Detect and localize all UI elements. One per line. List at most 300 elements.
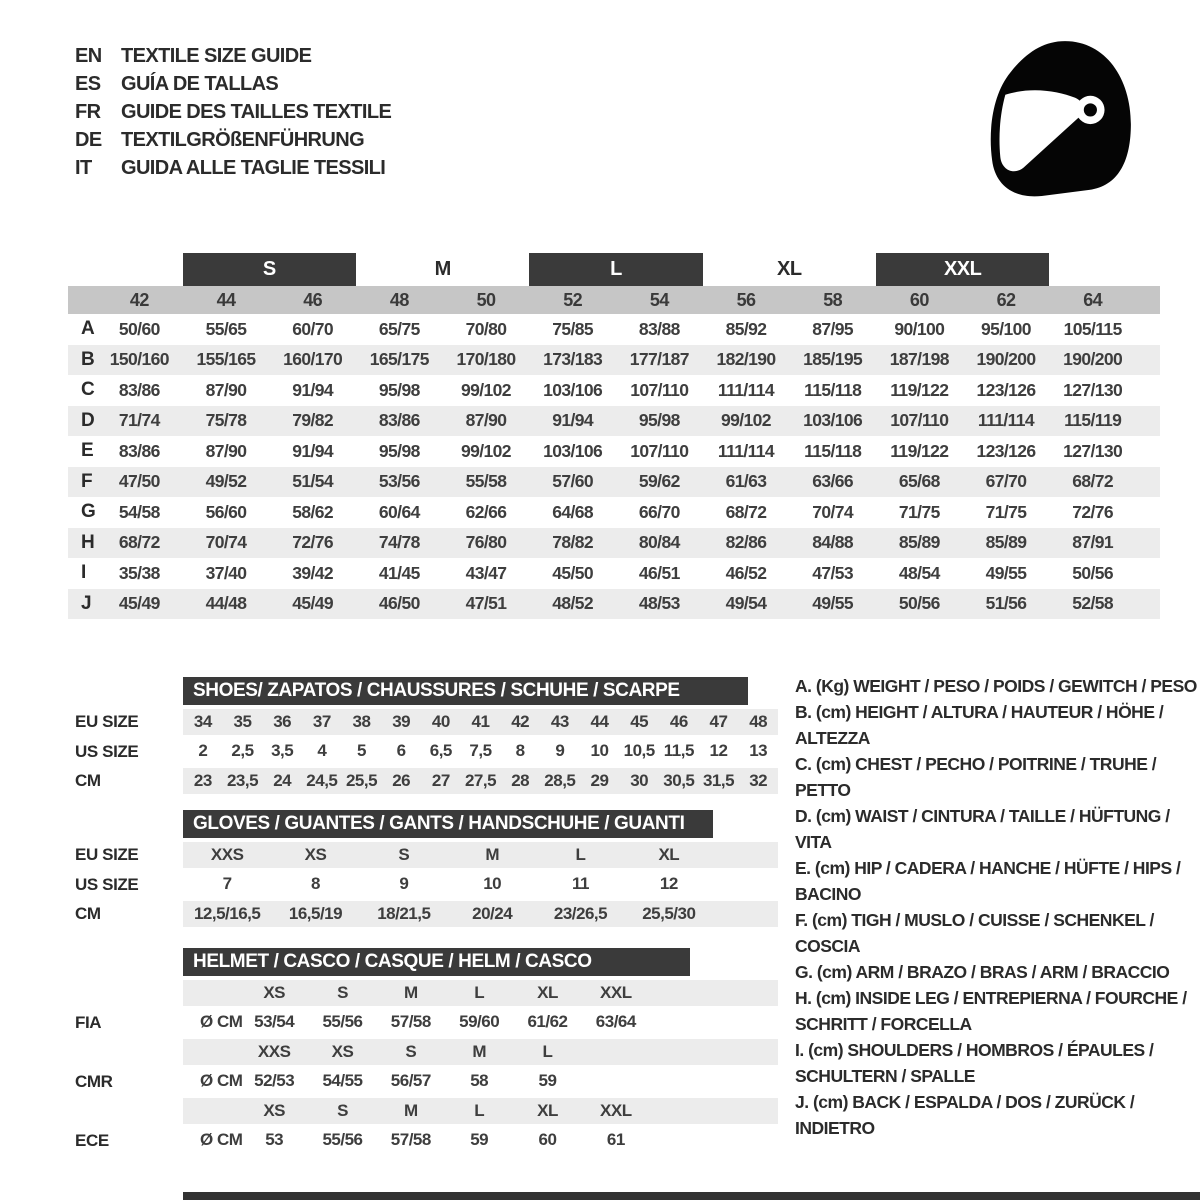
- size-number: 60: [909, 289, 929, 310]
- bottom-bar: [183, 1192, 1200, 1200]
- measurement-cell: 56/60: [205, 501, 247, 522]
- size-cell: 5: [357, 741, 366, 761]
- size-cell: 53/54: [254, 1012, 295, 1032]
- row-letter: B: [81, 348, 95, 370]
- size-cell: 61/62: [527, 1012, 568, 1032]
- measurement-cell: 107/110: [630, 440, 689, 461]
- language-code: IT: [75, 157, 92, 179]
- helmet-header: HELMET / CASCO / CASQUE / HELM / CASCO: [183, 948, 690, 976]
- legend-item: H. (cm) INSIDE LEG / ENTREPIERNA / FOURCHE / SCHRITT / FORCELLA: [795, 988, 1187, 1034]
- measurement-cell: 91/94: [292, 379, 334, 400]
- size-cell: L: [575, 844, 586, 864]
- measurement-cell: 190/200: [976, 349, 1036, 370]
- shoes-header: SHOES/ ZAPATOS / CHAUSSURES / SCHUHE / SCARPE: [183, 677, 748, 705]
- size-cell: 37: [312, 711, 331, 731]
- size-cell: 23/26,5: [553, 903, 608, 923]
- measurement-cell: 150/160: [109, 349, 169, 370]
- measurement-cell: 65/68: [898, 471, 940, 492]
- size-cell: XL: [658, 844, 680, 864]
- size-cell: 39: [392, 711, 411, 731]
- measurement-cell: 111/114: [717, 440, 775, 461]
- legend-item: D. (cm) WAIST / CINTURA / TAILLE / HÜFTUNG / VITA: [795, 806, 1170, 852]
- measurement-cell: 67/70: [985, 471, 1027, 492]
- measurement-cell: 47/50: [118, 471, 160, 492]
- size-cell: XS: [304, 844, 327, 864]
- measurement-cell: 63/66: [812, 471, 854, 492]
- language-code: FR: [75, 101, 101, 123]
- size-cell: 53: [265, 1130, 284, 1150]
- size-group-xxl: XXL: [876, 253, 1049, 286]
- size-cell: XXS: [210, 844, 244, 864]
- measurement-cell: 75/85: [552, 318, 594, 339]
- size-cell: 12,5/16,5: [193, 903, 261, 923]
- size-cell: 36: [273, 711, 292, 731]
- size-cell: 11,5: [663, 741, 694, 761]
- language-code: ES: [75, 73, 101, 95]
- measurement-cell: 155/165: [196, 349, 256, 370]
- language-row: [75, 42, 391, 70]
- legend-item: A. (Kg) WEIGHT / PESO / POIDS / GEWITCH / PESO: [795, 676, 1197, 696]
- size-cell: 27: [431, 770, 450, 790]
- measurement-cell: 165/175: [369, 349, 429, 370]
- size-cell: 10: [590, 741, 609, 761]
- row-letter: C: [81, 379, 95, 401]
- measurement-cell: 85/92: [725, 318, 767, 339]
- size-cell: 27,5: [464, 770, 497, 790]
- table-row: [68, 375, 1160, 406]
- measurement-cell: 60/64: [378, 501, 420, 522]
- measurement-cell: 47/51: [465, 593, 507, 614]
- size-cell: M: [403, 982, 418, 1002]
- measurement-cell: 50/56: [1072, 562, 1114, 583]
- size-cell: 35: [233, 711, 252, 731]
- measurement-cell: 76/80: [465, 532, 507, 553]
- measurement-cell: 39/42: [292, 562, 334, 583]
- measurement-rows: [68, 314, 1160, 619]
- measurement-cell: 45/49: [118, 593, 160, 614]
- diameter-unit-label: Ø CM: [200, 1071, 243, 1091]
- measurement-cell: 119/122: [890, 379, 949, 400]
- size-cell: 12: [709, 741, 728, 761]
- measurement-cell: 43/47: [465, 562, 507, 583]
- measurement-cell: 170/180: [456, 349, 516, 370]
- measurement-cell: 80/84: [638, 532, 680, 553]
- measurement-cell: 49/54: [725, 593, 767, 614]
- size-cell: 30,5: [663, 770, 695, 790]
- measurement-cell: 45/49: [292, 593, 334, 614]
- measurement-cell: 45/50: [552, 562, 594, 583]
- table-row: [68, 406, 1160, 437]
- size-cell: 29: [590, 770, 609, 790]
- language-code: DE: [75, 129, 102, 151]
- size-cell: 4: [317, 741, 327, 761]
- measurement-cell: 50/56: [898, 593, 940, 614]
- size-cell: 59/60: [459, 1012, 500, 1032]
- measurement-cell: 83/86: [378, 410, 420, 431]
- measurement-cell: 55/58: [465, 471, 507, 492]
- size-cell: 16,5/19: [288, 903, 343, 923]
- measurement-cell: 83/86: [118, 379, 160, 400]
- measurement-cell: 103/106: [803, 410, 863, 431]
- measurement-cell: 68/72: [1072, 471, 1114, 492]
- measurement-cell: 62/66: [465, 501, 507, 522]
- measurement-cell: 57/60: [552, 471, 594, 492]
- table-row: [68, 497, 1160, 528]
- table-row: [68, 467, 1160, 498]
- size-cell: 25,5: [345, 770, 378, 790]
- measurement-cell: 107/110: [630, 379, 689, 400]
- language-code: EN: [75, 45, 102, 67]
- measurement-legend: [795, 673, 1199, 1141]
- row-label: ECE: [75, 1130, 109, 1150]
- measurement-cell: 50/60: [118, 318, 160, 339]
- language-title: TEXTILGRÖßENFÜHRUNG: [121, 129, 365, 151]
- measurement-cell: 90/100: [894, 318, 945, 339]
- size-cell: 7: [222, 874, 232, 894]
- size-cell: 59: [470, 1130, 489, 1150]
- measurement-cell: 75/78: [205, 410, 247, 431]
- measurement-cell: 71/74: [118, 410, 160, 431]
- size-group-s: S: [183, 253, 356, 286]
- measurement-cell: 111/114: [717, 379, 775, 400]
- measurement-cell: 107/110: [890, 410, 949, 431]
- measurement-cell: 51/54: [292, 471, 334, 492]
- measurement-cell: 48/54: [898, 562, 940, 583]
- size-cell: 7,5: [469, 741, 492, 761]
- measurement-cell: 53/56: [378, 471, 420, 492]
- legend-item: E. (cm) HIP / CADERA / HANCHE / HÜFTE / HIPS / BACINO: [795, 858, 1181, 904]
- table-row: [68, 345, 1160, 376]
- size-cell: 11: [572, 874, 589, 894]
- measurement-cell: 71/75: [898, 501, 940, 522]
- size-cell: M: [485, 844, 499, 864]
- legend-item: I. (cm) SHOULDERS / HOMBROS / ÉPAULES / SCHULTERN / SPALLE: [795, 1040, 1154, 1086]
- measurement-cell: 60/70: [292, 318, 334, 339]
- size-cell: 60: [538, 1130, 557, 1150]
- language-title: GUÍA DE TALLAS: [121, 73, 279, 95]
- language-title-list: [75, 42, 391, 182]
- measurement-cell: 83/88: [638, 318, 680, 339]
- size-cell: 23,5: [226, 770, 259, 790]
- measurement-cell: 99/102: [461, 379, 511, 400]
- size-cell: L: [474, 982, 485, 1002]
- measurement-cell: 37/40: [205, 562, 247, 583]
- size-cell: 47: [709, 711, 728, 731]
- measurement-cell: 71/75: [985, 501, 1027, 522]
- row-letter: H: [81, 531, 95, 553]
- measurement-cell: 85/89: [898, 532, 940, 553]
- measurement-cell: 182/190: [716, 349, 776, 370]
- size-cell: 38: [352, 711, 371, 731]
- size-cell: 8: [515, 741, 525, 761]
- racing-helmet-icon: [984, 36, 1136, 198]
- size-number: 58: [823, 289, 843, 310]
- measurement-cell: 47/53: [812, 562, 854, 583]
- size-cell: S: [405, 1041, 417, 1061]
- size-cell: 32: [749, 770, 768, 790]
- measurement-cell: 87/90: [205, 440, 247, 461]
- size-cell: 41: [471, 711, 490, 731]
- size-cell: 30: [630, 770, 649, 790]
- measurement-cell: 160/170: [283, 349, 343, 370]
- measurement-cell: 54/58: [118, 501, 160, 522]
- row-letter: F: [81, 470, 93, 492]
- measurement-cell: 115/119: [1064, 410, 1122, 431]
- measurement-cell: 95/98: [378, 379, 420, 400]
- size-cell: 56/57: [390, 1071, 431, 1091]
- row-letter: I: [81, 562, 87, 584]
- table-row: [68, 436, 1160, 467]
- size-cell: M: [403, 1100, 418, 1120]
- size-cell: 6,5: [429, 741, 452, 761]
- size-cell: 10,5: [623, 741, 655, 761]
- language-row: [75, 154, 391, 182]
- measurement-cell: 103/106: [543, 379, 603, 400]
- size-cell: S: [337, 1100, 348, 1120]
- size-group-header: [68, 253, 1160, 286]
- measurement-cell: 65/75: [378, 318, 420, 339]
- measurement-cell: 66/70: [638, 501, 680, 522]
- size-cell: 52/53: [254, 1071, 295, 1091]
- size-cell: S: [398, 844, 410, 864]
- size-group-xl: XL: [777, 258, 802, 280]
- measurement-cell: 105/115: [1063, 318, 1122, 339]
- measurement-cell: 84/88: [812, 532, 854, 553]
- measurement-cell: 87/91: [1072, 532, 1114, 553]
- size-number: 56: [736, 289, 756, 310]
- size-cell: 57/58: [390, 1130, 431, 1150]
- measurement-cell: 68/72: [725, 501, 767, 522]
- size-number: 50: [476, 289, 496, 310]
- table-row: [68, 558, 1160, 589]
- measurement-cell: 99/102: [721, 410, 771, 431]
- size-cell: XXS: [257, 1041, 291, 1061]
- size-number: 46: [303, 289, 323, 310]
- size-cell: 26: [392, 770, 411, 790]
- measurement-cell: 48/53: [638, 593, 680, 614]
- language-title: TEXTILE SIZE GUIDE: [121, 45, 312, 67]
- size-cell: 57/58: [390, 1012, 431, 1032]
- size-cell: 43: [550, 711, 569, 731]
- measurement-cell: 99/102: [461, 440, 511, 461]
- size-cell: 58: [470, 1071, 489, 1091]
- size-cell: XL: [537, 1100, 558, 1120]
- size-cell: 24: [273, 770, 292, 790]
- measurement-cell: 87/95: [812, 318, 854, 339]
- size-cell: 54/55: [322, 1071, 363, 1091]
- measurement-cell: 49/55: [985, 562, 1027, 583]
- diameter-unit-label: Ø CM: [200, 1130, 243, 1150]
- measurement-cell: 119/122: [890, 440, 949, 461]
- size-cell: 44: [590, 711, 609, 731]
- size-cell: 9: [399, 874, 409, 894]
- size-number: 44: [216, 289, 236, 310]
- size-cell: 48: [749, 711, 768, 731]
- measurement-cell: 46/50: [378, 593, 420, 614]
- legend-item: G. (cm) ARM / BRAZO / BRAS / ARM / BRACCIO: [795, 962, 1170, 982]
- measurement-cell: 87/90: [465, 410, 507, 431]
- table-row: [68, 314, 1160, 345]
- measurement-cell: 70/74: [205, 532, 247, 553]
- diameter-unit-label: Ø CM: [200, 1012, 243, 1032]
- row-label: CM: [75, 904, 101, 923]
- legend-item: B. (cm) HEIGHT / ALTURA / HAUTEUR / HÖHE / ALTEZZA: [795, 702, 1164, 748]
- size-cell: 6: [396, 741, 406, 761]
- table-row: [68, 589, 1160, 620]
- measurement-cell: 35/38: [118, 562, 160, 583]
- size-number: 52: [563, 289, 583, 310]
- measurement-cell: 51/56: [985, 593, 1027, 614]
- size-cell: 18/21,5: [377, 903, 431, 923]
- measurement-cell: 49/55: [812, 593, 854, 614]
- row-label: EU SIZE: [75, 845, 139, 864]
- size-cell: 2: [198, 741, 208, 761]
- size-cell: 59: [538, 1071, 557, 1091]
- size-cell: 25,5/30: [642, 903, 696, 923]
- size-cell: 24,5: [306, 770, 338, 790]
- measurement-cell: 44/48: [205, 593, 247, 614]
- size-cell: 9: [555, 741, 565, 761]
- measurement-cell: 115/118: [804, 440, 862, 461]
- measurement-cell: 123/126: [976, 440, 1036, 461]
- row-letter: E: [81, 440, 94, 462]
- measurement-cell: 91/94: [292, 440, 334, 461]
- size-cell: 45: [630, 711, 649, 731]
- size-number: 62: [996, 289, 1016, 310]
- measurement-cell: 72/76: [292, 532, 334, 553]
- size-cell: L: [542, 1041, 553, 1061]
- size-cell: 63/64: [595, 1012, 636, 1032]
- size-cell: XXL: [600, 982, 632, 1002]
- measurement-cell: 82/86: [725, 532, 767, 553]
- size-cell: 12: [659, 874, 678, 894]
- size-cell: 3,5: [271, 741, 294, 761]
- row-label: FIA: [75, 1012, 102, 1032]
- size-cell: 40: [431, 711, 450, 731]
- size-cell: 55/56: [322, 1130, 363, 1150]
- table-row: [68, 528, 1160, 559]
- row-label: CM: [75, 771, 101, 790]
- size-cell: 42: [511, 711, 530, 731]
- size-cell: 20/24: [472, 903, 513, 923]
- measurement-cell: 177/187: [629, 349, 689, 370]
- measurement-cell: 79/82: [292, 410, 334, 431]
- row-letter: A: [81, 318, 95, 340]
- size-number: 48: [389, 289, 409, 310]
- measurement-cell: 83/86: [118, 440, 160, 461]
- measurement-cell: 190/200: [1063, 349, 1123, 370]
- measurement-cell: 46/51: [638, 562, 680, 583]
- size-number-row: [68, 286, 1160, 314]
- measurement-cell: 127/130: [1063, 379, 1123, 400]
- textile-size-table: [68, 253, 1160, 619]
- size-cell: 34: [193, 711, 212, 731]
- measurement-cell: 95/100: [981, 318, 1031, 339]
- row-letter: D: [81, 409, 95, 431]
- size-cell: 8: [311, 874, 320, 894]
- row-label: US SIZE: [75, 874, 139, 894]
- measurement-cell: 52/58: [1072, 593, 1114, 614]
- measurement-cell: 103/106: [543, 440, 603, 461]
- legend-item: F. (cm) TIGH / MUSLO / CUISSE / SCHENKEL / COSCIA: [795, 910, 1154, 956]
- measurement-cell: 91/94: [552, 410, 594, 431]
- measurement-cell: 95/98: [378, 440, 420, 461]
- size-group-l: L: [529, 253, 702, 286]
- measurement-cell: 46/52: [725, 562, 767, 583]
- size-cell: 23: [193, 770, 212, 790]
- measurement-cell: 70/80: [465, 318, 507, 339]
- legend-item: C. (cm) CHEST / PECHO / POITRINE / TRUHE / PETTO: [795, 754, 1157, 800]
- size-cell: 55/56: [322, 1012, 363, 1032]
- size-cell: M: [472, 1041, 486, 1061]
- row-label: US SIZE: [75, 741, 139, 761]
- measurement-cell: 115/118: [804, 379, 862, 400]
- measurement-cell: 123/126: [976, 379, 1036, 400]
- measurement-cell: 127/130: [1063, 440, 1123, 461]
- measurement-cell: 48/52: [552, 593, 594, 614]
- measurement-cell: 55/65: [205, 318, 247, 339]
- size-cell: XXL: [600, 1100, 632, 1120]
- language-row: [75, 70, 391, 98]
- measurement-cell: 87/90: [205, 379, 247, 400]
- size-number: 54: [649, 289, 669, 310]
- size-cell: 46: [669, 711, 688, 731]
- measurement-cell: 74/78: [378, 532, 420, 553]
- legend-item: J. (cm) BACK / ESPALDA / DOS / ZURÜCK / INDIETRO: [795, 1092, 1135, 1138]
- size-cell: 31,5: [702, 770, 735, 790]
- row-label: EU SIZE: [75, 712, 139, 731]
- size-cell: XL: [537, 982, 558, 1002]
- size-cell: XS: [331, 1041, 354, 1061]
- gloves-header: GLOVES / GUANTES / GANTS / HANDSCHUHE / GUANTI: [183, 810, 713, 838]
- measurement-cell: 111/114: [977, 410, 1035, 431]
- measurement-cell: 173/183: [543, 349, 603, 370]
- size-cell: 10: [483, 874, 502, 894]
- measurement-cell: 41/45: [378, 562, 420, 583]
- measurement-cell: 95/98: [638, 410, 680, 431]
- size-cell: 61: [606, 1130, 625, 1150]
- measurement-cell: 61/63: [725, 471, 767, 492]
- measurement-cell: 68/72: [118, 532, 160, 553]
- size-cell: XS: [263, 982, 285, 1002]
- size-group-m: M: [434, 258, 451, 280]
- size-cell: 2,5: [231, 741, 254, 761]
- size-cell: 28: [511, 770, 530, 790]
- size-number: 42: [129, 289, 149, 310]
- size-cell: 13: [749, 741, 768, 761]
- measurement-cell: 70/74: [812, 501, 854, 522]
- measurement-cell: 64/68: [552, 501, 594, 522]
- measurement-cell: 187/198: [889, 349, 949, 370]
- language-title: GUIDA ALLE TAGLIE TESSILI: [121, 157, 386, 179]
- row-label: CMR: [75, 1071, 113, 1091]
- measurement-cell: 58/62: [292, 501, 334, 522]
- language-row: [75, 126, 391, 154]
- size-cell: S: [337, 982, 348, 1002]
- size-number: 64: [1083, 289, 1103, 310]
- measurement-cell: 78/82: [552, 532, 594, 553]
- size-cell: 28,5: [544, 770, 576, 790]
- measurement-cell: 49/52: [205, 471, 247, 492]
- size-cell: XS: [263, 1100, 285, 1120]
- language-row: [75, 98, 391, 126]
- measurement-cell: 185/195: [803, 349, 863, 370]
- row-letter: J: [81, 592, 92, 614]
- row-letter: G: [81, 501, 96, 523]
- measurement-cell: 59/62: [638, 471, 680, 492]
- measurement-cell: 85/89: [985, 532, 1027, 553]
- language-title: GUIDE DES TAILLES TEXTILE: [121, 101, 392, 123]
